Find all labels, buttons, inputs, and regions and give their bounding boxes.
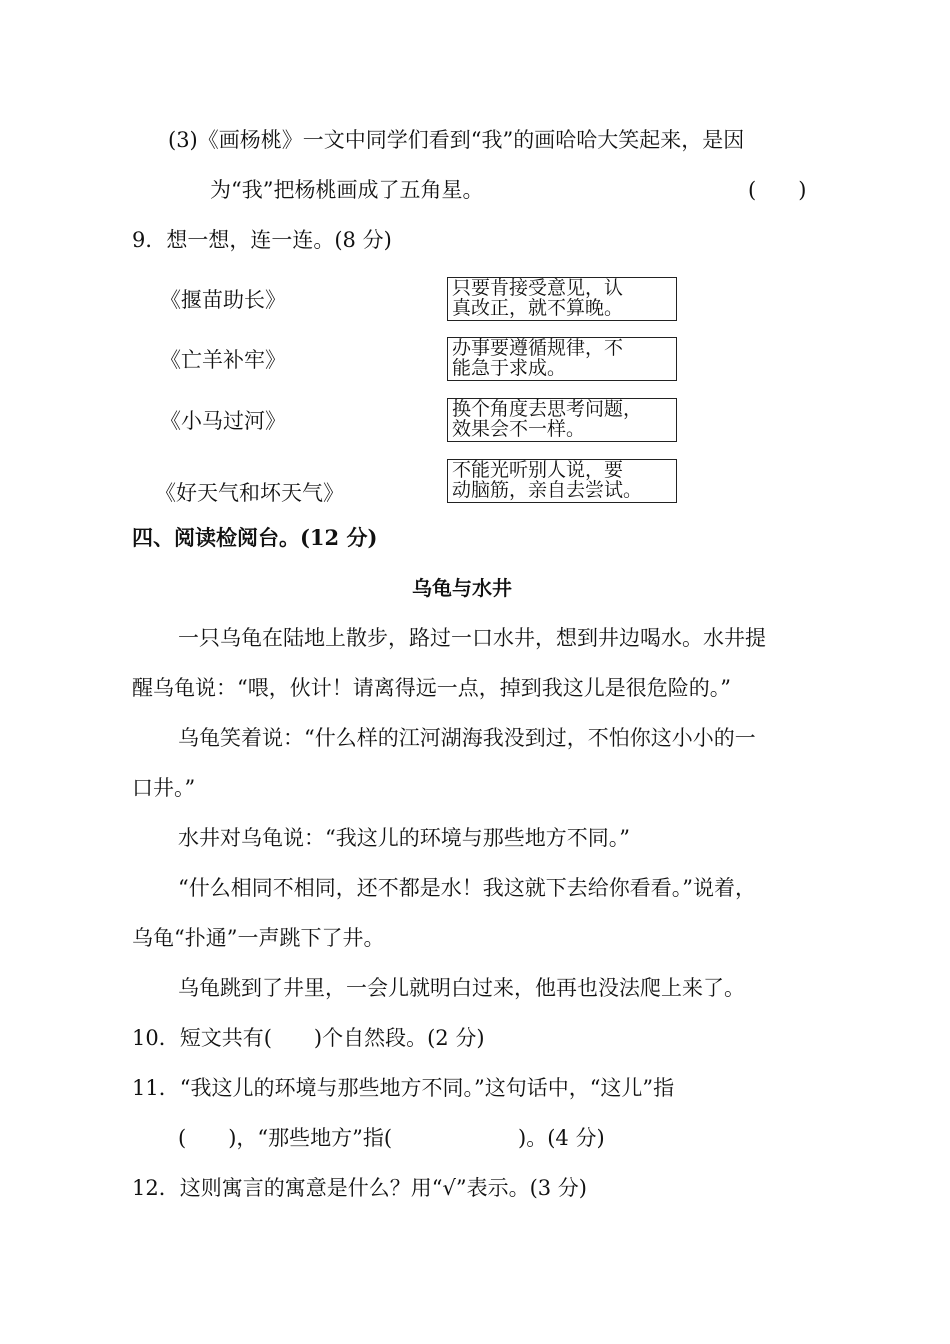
q11-line1: 11．“我这儿的环境与那些地方不同。”这句话中，“这儿”指 [132,1076,675,1100]
story-paragraph-line-6: “什么相同不相同，还不都是水！我这就下去给你看看。”说着， [178,876,756,900]
story-paragraph-line-2: 醒乌龟说：“喂，伙计！请离得远一点，掉到我这儿是很危险的。” [132,676,731,700]
q8-item3-line1: (3)《画杨桃》一文中同学们看到“我”的画哈哈大笑起来，是因 [168,128,745,152]
q9-right-box-2-line2: 能急于求成。 [452,357,567,379]
story-title: 乌龟与水井 [412,576,512,600]
section4-heading: 四、阅读检阅台。(12 分) [132,525,378,550]
story-paragraph-line-1: 一只乌龟在陆地上散步，路过一口水井，想到井边喝水。水井提 [178,626,766,650]
q9-left-item-4[interactable]: 《好天气和坏天气》 [155,481,344,505]
q8-item3-line2: 为“我”把杨桃画成了五角星。 [210,178,484,202]
q9-right-box-2[interactable] [447,337,677,381]
q10[interactable]: 10．短文共有( )个自然段。(2 分) [132,1026,485,1050]
q9-left-item-2[interactable]: 《亡羊补牢》 [160,348,286,372]
q9-left-item-3[interactable]: 《小马过河》 [160,409,286,433]
q9-right-box-4-line1: 不能光听别人说，要 [452,459,624,481]
q9-right-box-1-line1: 只要肯接受意见，认 [452,277,624,299]
story-paragraph-line-7: 乌龟“扑通”一声跳下了井。 [132,926,385,950]
q12: 12．这则寓言的寓意是什么？用“√”表示。(3 分) [132,1176,587,1200]
q9-left-item-1[interactable]: 《揠苗助长》 [160,288,286,312]
q9-right-box-1[interactable] [447,277,677,321]
story-paragraph-line-3: 乌龟笑着说：“什么样的江河湖海我没到过，不怕你这小小的一 [178,726,756,750]
story-paragraph-line-8: 乌龟跳到了井里，一会儿就明白过来，他再也没法爬上来了。 [178,976,745,1000]
q9-title: 9．想一想，连一连。(8 分) [132,228,392,252]
q9-right-box-3-line1: 换个角度去思考问题， [452,398,643,420]
q11-line2[interactable]: ( )，“那些地方”指( )。(4 分) [178,1126,605,1150]
q9-right-box-4-line2: 动脑筋，亲自去尝试。 [452,479,643,501]
story-paragraph-line-4: 口井。” [132,776,196,800]
q9-right-box-2-line1: 办事要遵循规律，不 [452,337,624,359]
q9-right-box-1-line2: 真改正，就不算晚。 [452,297,624,319]
story-paragraph-line-5: 水井对乌龟说：“我这儿的环境与那些地方不同。” [178,826,630,850]
q9-right-box-4[interactable] [447,459,677,503]
q8-item3-answer-blank[interactable]: ( ) [748,178,807,202]
q9-right-box-3-line2: 效果会不一样。 [452,418,586,440]
q9-right-box-3[interactable] [447,398,677,442]
